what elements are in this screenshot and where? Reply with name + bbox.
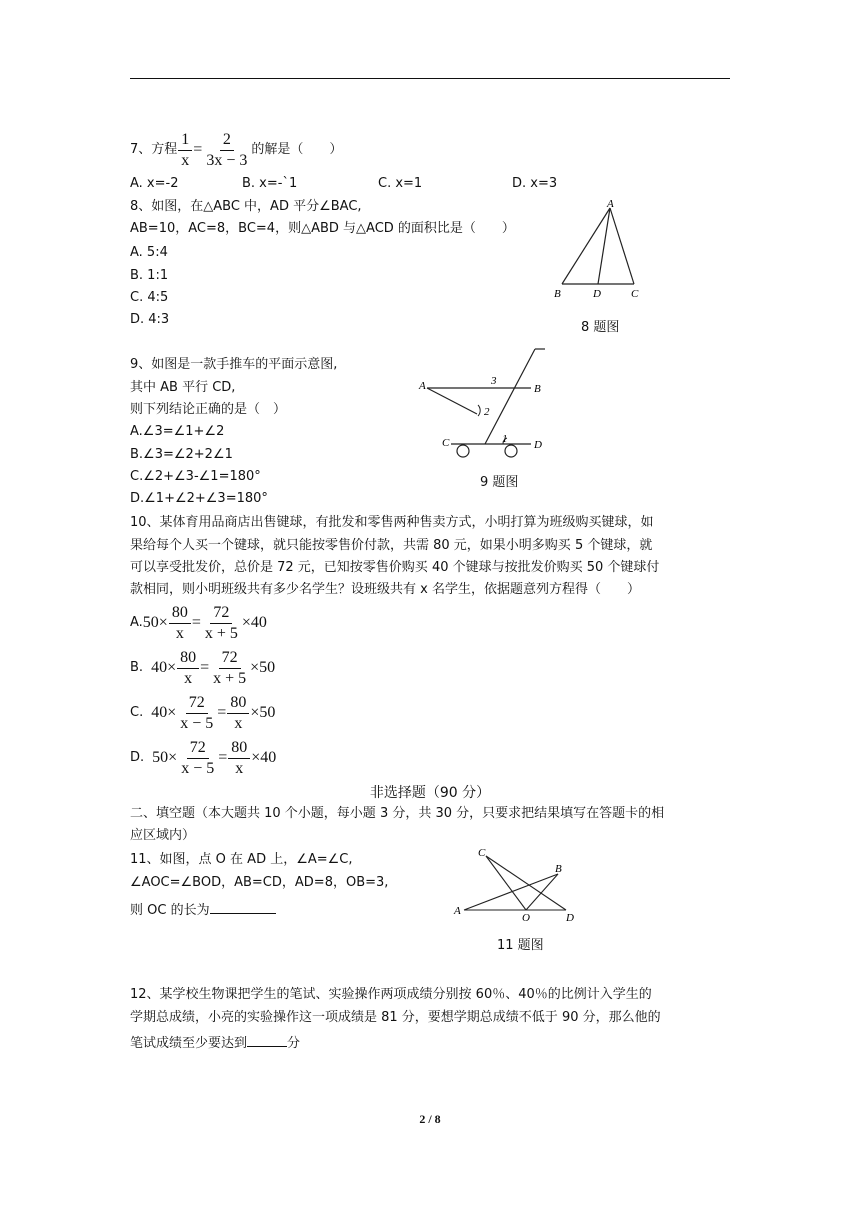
q8-label-d: D [593,288,601,300]
q11-caption: 11 题图 [497,938,544,953]
q9-label-d: D [534,439,542,451]
q9-label-2: 2 [484,406,490,418]
fill-in-instructions-line2: 应区域内） [130,828,196,843]
q12-line1: 12、某学校生物课把学生的笔试、实验操作两项成绩分别按 60％、40％的比例计入学生的 [130,987,652,1002]
q9-upper-bar [485,349,535,444]
q11-segment-cd [486,856,566,910]
q8-option-c: C. 4:5 [130,290,169,305]
q8-side-ac [610,208,634,284]
q11-label-o: O [522,912,530,922]
q8-label-a: A [607,198,614,210]
q8-bisector-ad [598,208,610,284]
q9-angle-2-arc [478,405,480,416]
q11-answer-blank[interactable] [210,899,276,914]
q11-label-a: A [454,905,461,917]
q8-side-ab [562,208,610,284]
q9-option-d: D.∠1+∠2+∠3=180° [130,491,268,506]
q7-option-d: D. x=3 [512,176,558,191]
q11-figure [448,846,588,922]
q12-line2: 学期总成绩，小亮的实验操作这一项成绩是 81 分，要想学期总成绩不低于 90 分，那么他的 [130,1010,661,1025]
q9-line1: 9、如图是一款手推车的平面示意图, [130,357,338,372]
q11-label-d: D [566,912,574,922]
q11-line1: 11、如图，点 O 在 AD 上，∠A=∠C, [130,852,353,867]
q9-wheel-right [505,445,517,457]
q11-segment-oc [486,856,526,910]
q8-line1: 8、如图，在△ABC 中，AD 平分∠BAC, [130,199,362,214]
q8-option-a: A. 5:4 [130,245,168,260]
q7-option-a: A. x=-2 [130,176,179,191]
q9-wheel-left [457,445,469,457]
q11-line3: 则 OC 的长为 [130,899,276,919]
fill-in-instructions-line1: 二、填空题（本大题共 10 个小题，每小题 3 分，共 30 分，只要求把结果填写在答题卡的相 [130,806,665,821]
q7-suffix: 的解是（ ） [251,142,343,157]
q9-option-a: A.∠3=∠1+∠2 [130,424,225,439]
q10-line4: 款相同，则小明班级共有多少名学生？设班级共有 x 名学生，依据题意列方程得（ ） [130,582,640,597]
q11-label-c: C [478,847,486,859]
q9-slant [427,388,477,414]
q9-option-c: C.∠2+∠3-∠1=180° [130,469,261,484]
q8-figure [548,198,648,302]
q7-option-b: B. x=-`1 [242,176,298,191]
q9-label-c: C [442,437,450,449]
q9-label-b: B [534,383,541,395]
q9-label-3: 3 [491,375,497,387]
q7-rhs-fraction: $\frac{2}{3x - 3}$ [206,130,248,169]
q10-line2: 果给每个人买一个键球，就只能按零售价付款，共需 80 元，如果小明多购买 5 个键球，就 [130,538,653,553]
q9-caption: 9 题图 [480,475,519,490]
q12-line3: 笔试成绩至少要达到 分 [130,1032,300,1052]
header-rule [130,78,730,79]
q9-line3: 则下列结论正确的是（ ） [130,402,287,417]
q11-segment-ab [464,874,558,910]
q8-line2: AB=10，AC=8，BC=4，则△ABD 与△ACD 的面积比是（ ） [130,221,515,236]
q10-option-a: A. 50× $\frac{80}{x}$ = $\frac{72}{x + 5}$ ×40 [130,603,267,642]
section-heading: 非选择题（90 分） [369,785,491,801]
q8-option-b: B. 1:1 [130,268,169,283]
q11-segment-ob [526,874,558,910]
q7-stem: 7、方程 $\frac{1}{x}$ = $\frac{2}{3x - 3}$ 的解是（ ） [130,130,343,169]
q7-option-c: C. x=1 [378,176,423,191]
q10-option-d: D. 50× $\frac{72}{x - 5}$ = $\frac{80}{x}$ ×40 [130,738,277,777]
q9-label-a: A [419,380,426,392]
q9-figure [415,344,555,464]
q10-line1: 10、某体育用品商店出售键球，有批发和零售两种售卖方式，小明打算为班级购买键球，如 [130,515,654,530]
q8-label-c: C [631,288,639,300]
q8-caption: 8 题图 [581,320,620,335]
q8-option-d: D. 4:3 [130,312,170,327]
q11-label-b: B [555,863,562,875]
q10-option-b: B. 40× $\frac{80}{x}$ = $\frac{72}{x + 5}$ ×50 [130,648,276,687]
q9-label-1: 1 [502,433,508,445]
q9-option-b: B.∠3=∠2+2∠1 [130,447,233,462]
q10-line3: 可以享受批发价，总价是 72 元，已知按零售价购买 40 个键球与按批发价购买 50 个键球付 [130,560,660,575]
q7-prefix: 7、方程 [130,142,178,157]
q7-lhs-fraction: $\frac{1}{x}$ [178,131,192,170]
q8-label-b: B [554,288,561,300]
q11-line2: ∠AOC=∠BOD，AB=CD，AD=8，OB=3, [130,875,389,890]
q10-option-c: C. 40× $\frac{72}{x - 5}$ = $\frac{80}{x}$ ×50 [130,693,276,732]
q12-answer-blank[interactable] [247,1032,287,1047]
q9-line2: 其中 AB 平行 CD, [130,380,236,395]
page-number: 2 / 8 [419,1112,441,1126]
